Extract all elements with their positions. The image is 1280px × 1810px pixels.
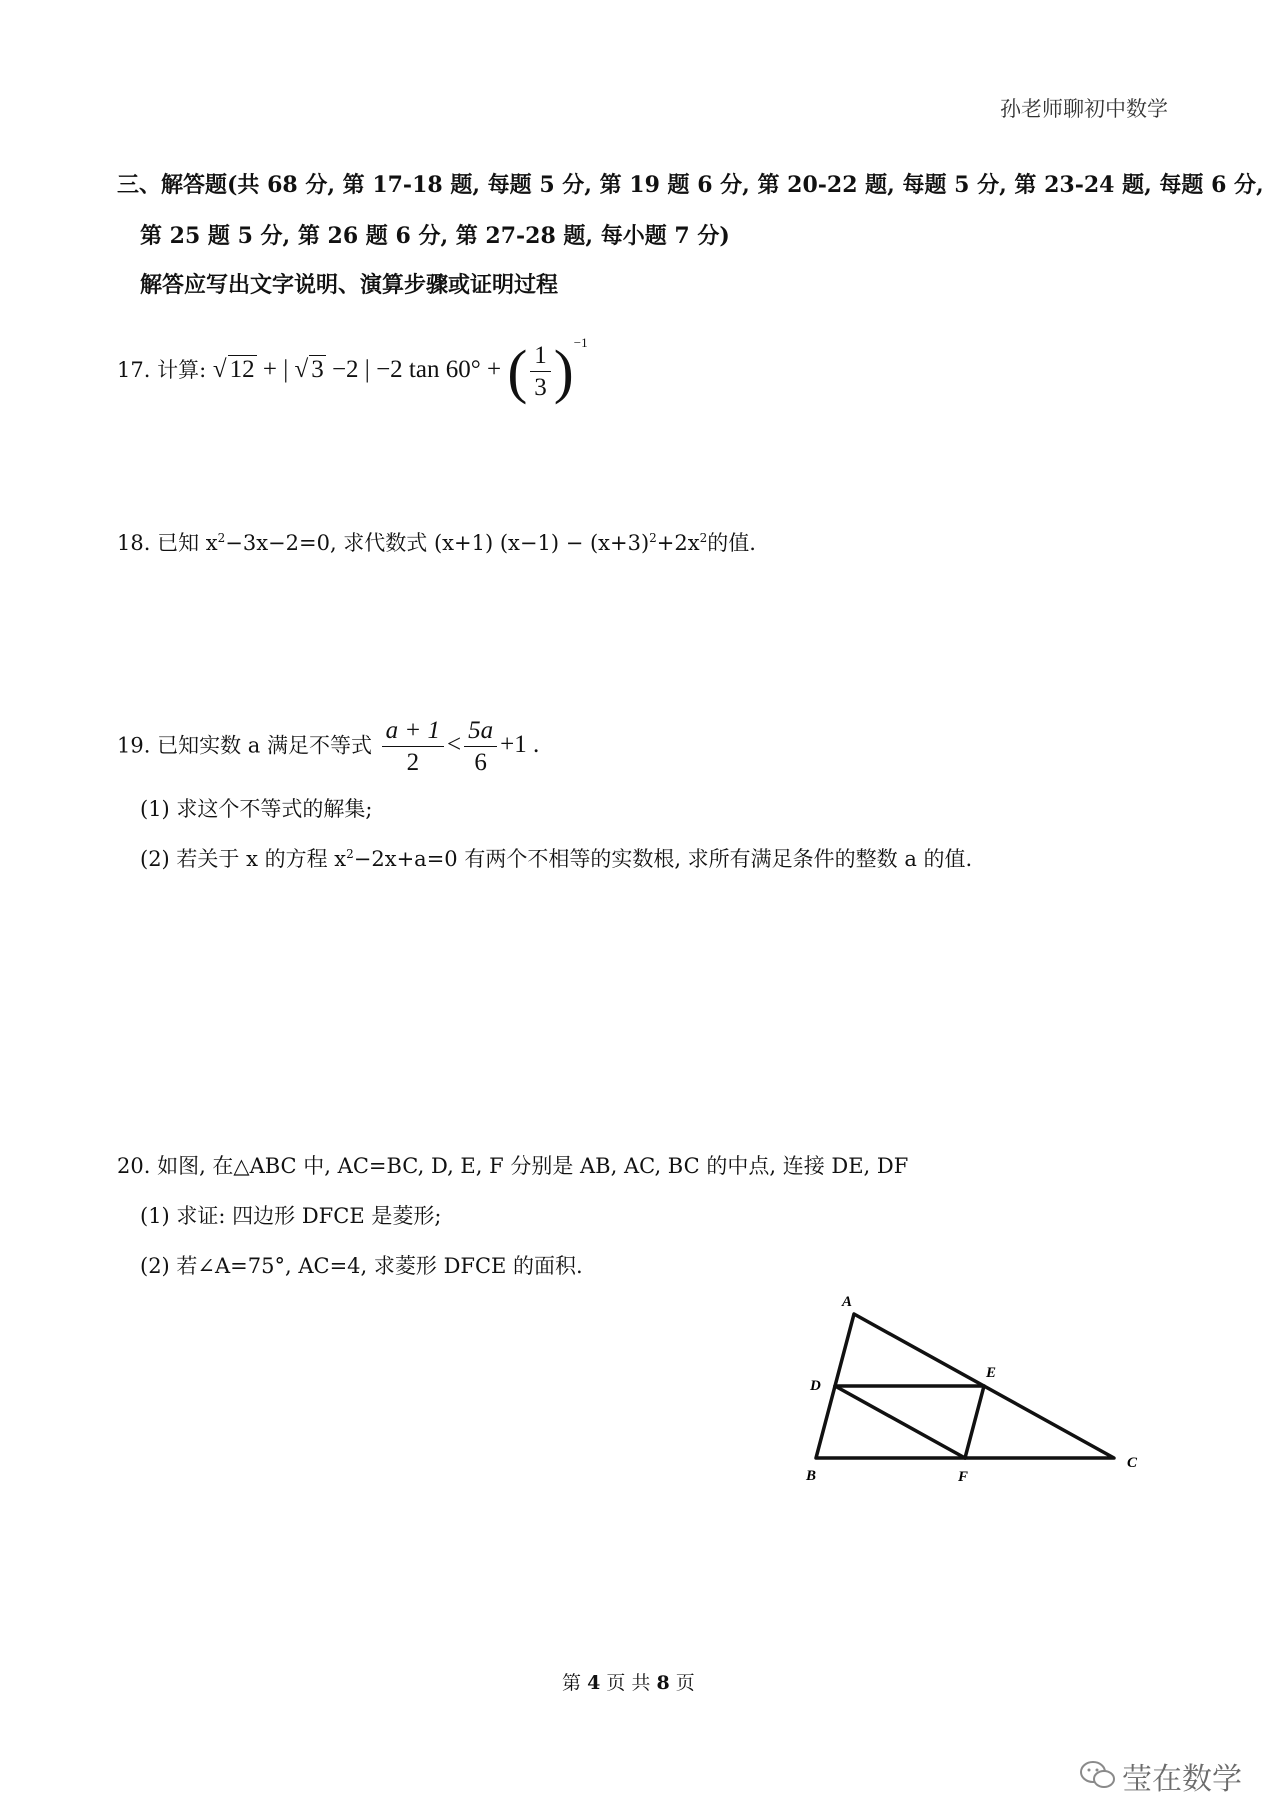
label-f: F — [958, 1469, 969, 1485]
q17-abs-close: | — [364, 356, 370, 383]
label-a: A — [842, 1294, 853, 1310]
wechat-icon — [1078, 1758, 1118, 1792]
q17-prefix: 17. 计算: — [117, 358, 207, 382]
q19-part2 — [140, 843, 972, 873]
page-footer — [562, 1668, 695, 1695]
q18-text-c: +2x — [656, 531, 700, 555]
q18-sup1: 2 — [217, 531, 226, 545]
question-17 — [117, 335, 588, 403]
sqrt-sign: √ — [294, 356, 309, 383]
segment-ef — [965, 1386, 984, 1458]
section-instruction: 解答应写出文字说明、演算步骤或证明过程 — [140, 272, 559, 298]
q17-fraction — [530, 340, 551, 404]
question-20: 20. 如图, 在△ABC 中, AC=BC, D, E, F 分别是 AB, AC, BC 的中点, 连接 DE, DF — [117, 1154, 909, 1178]
q19-lhs-num: a + 1 — [382, 715, 444, 747]
paren-open: ( — [507, 338, 528, 405]
q17-frac-den: 3 — [534, 373, 547, 401]
q19-rhs-fraction — [464, 715, 497, 779]
footer-page-number: 4 — [587, 1672, 601, 1694]
label-e: E — [986, 1365, 997, 1381]
footer-pre: 第 — [562, 1672, 582, 1694]
watermark-text: 莹在数学 — [1122, 1762, 1242, 1797]
question-19 — [117, 715, 539, 779]
q20-part2: (2) 若∠A=75°, AC=4, 求菱形 DFCE 的面积. — [140, 1254, 583, 1278]
q19-part2-a: (2) 若关于 x 的方程 x — [140, 847, 347, 871]
q19-tail: +1 . — [500, 731, 540, 759]
footer-total-pages: 8 — [656, 1672, 670, 1694]
q17-sqrt3: 3 — [311, 356, 324, 383]
q19-inequality — [379, 717, 540, 777]
section-heading: 三、解答题(共 68 分, 第 17-18 题, 每题 5 分, 第 19 题 6 分, 第 20-22 题, 每题 5 分, 第 23-24 题, 每题 6 分, — [117, 172, 1264, 198]
label-d: D — [810, 1378, 821, 1394]
q18-sup3: 2 — [699, 531, 708, 545]
q19-lhs-den: 2 — [406, 749, 420, 777]
section-heading-cont: 第 25 题 5 分, 第 26 题 6 分, 第 27-28 题, 每小题 7 分) — [140, 223, 730, 249]
paren-close: ) — [553, 338, 574, 405]
header-source: 孙老师聊初中数学 — [1000, 97, 1168, 121]
q19-part2-b: −2x+a=0 有两个不相等的实数根, 求所有满足条件的整数 a 的值. — [353, 847, 973, 871]
label-b: B — [806, 1468, 817, 1484]
sqrt-sign: √ — [212, 356, 227, 383]
q19-part2-sup: 2 — [346, 847, 354, 861]
q19-relation: < — [447, 731, 462, 759]
q17-minus-two: −2 — [331, 356, 359, 383]
q19-prefix: 19. 已知实数 a 满足不等式 — [117, 733, 372, 758]
footer-mid: 页 共 — [606, 1672, 651, 1694]
q18-text-a: 18. 已知 x — [117, 531, 218, 555]
q19-rhs-den: 6 — [474, 749, 487, 777]
q18-text-d: 的值. — [707, 531, 756, 555]
q20-part1: (1) 求证: 四边形 DFCE 是菱形; — [140, 1204, 442, 1228]
question-18 — [117, 527, 756, 557]
q17-plus: + — [262, 356, 277, 383]
q19-lhs-fraction — [382, 715, 444, 779]
q18-sup2: 2 — [649, 531, 657, 545]
triangle-figure — [790, 1270, 1170, 1500]
q17-tan-term: −2 tan 60° + — [376, 356, 502, 383]
label-c: C — [1127, 1455, 1138, 1471]
q19-part1: (1) 求这个不等式的解集; — [140, 797, 373, 821]
segment-df — [835, 1386, 965, 1458]
q19-rhs-num: 5a — [464, 715, 497, 747]
q17-abs-open: | — [283, 356, 289, 383]
footer-post: 页 — [675, 1672, 695, 1694]
q17-exponent: −1 — [573, 335, 588, 350]
q18-text-b: −3x−2=0, 求代数式 (x+1) (x−1) − (x+3) — [225, 531, 650, 555]
q17-sqrt12: 12 — [229, 356, 255, 383]
q17-expression — [212, 335, 588, 405]
q17-frac-num: 1 — [530, 340, 551, 372]
